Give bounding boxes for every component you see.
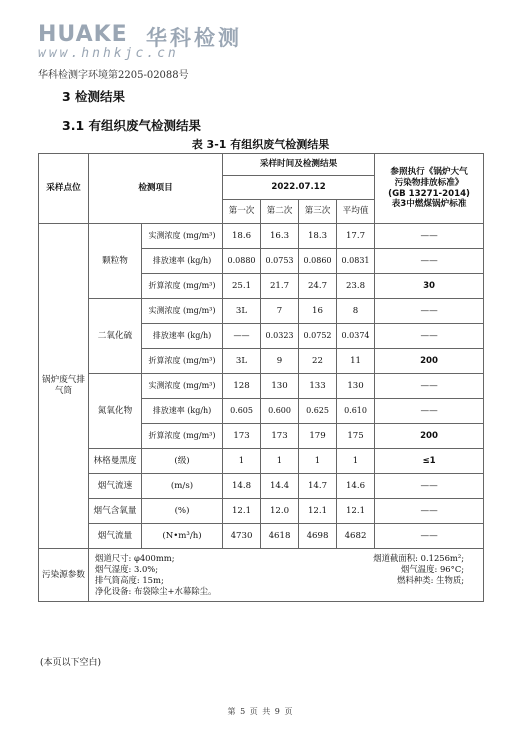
company-logo xyxy=(38,22,298,61)
single-name: 烟气流速 xyxy=(89,474,142,499)
table-caption: 表 3-1 有组织废气检测结果 xyxy=(191,138,330,151)
group-name: 氮氧化物 xyxy=(89,374,142,449)
value-cell: 0.625 xyxy=(299,399,337,424)
value-cell: 130 xyxy=(261,374,299,399)
value-cell: 14.7 xyxy=(299,474,337,499)
group-name: 二氧化硫 xyxy=(89,299,142,374)
sampling-location: 锅炉废气排气筒 xyxy=(39,224,89,549)
value-cell: 0.610 xyxy=(337,399,375,424)
param-label: 实测浓度 (mg/m³) xyxy=(142,374,223,399)
value-cell: 0.0831 xyxy=(337,249,375,274)
results-table-wrap xyxy=(38,153,483,602)
table-row xyxy=(39,374,484,399)
value-cell: 14.6 xyxy=(337,474,375,499)
group-name: 颗粒物 xyxy=(89,224,142,299)
value-cell: 1 xyxy=(223,449,261,474)
value-cell: 16 xyxy=(299,299,337,324)
value-cell: 18.3 xyxy=(299,224,337,249)
value-cell: 3L xyxy=(223,349,261,374)
value-cell: 0.0323 xyxy=(261,324,299,349)
value-cell: 0.0753 xyxy=(261,249,299,274)
standard-line-1: 参照执行《锅炉大气 xyxy=(390,167,468,178)
value-cell: 16.3 xyxy=(261,224,299,249)
limit-cell: 200 xyxy=(375,349,484,374)
single-unit: (N•m³/h) xyxy=(142,524,223,549)
logo-url: www.hnhkjc.cn xyxy=(38,46,179,61)
value-cell: 175 xyxy=(337,424,375,449)
single-name: 林格曼黑度 xyxy=(89,449,142,474)
value-cell: —— xyxy=(223,324,261,349)
limit-cell: —— xyxy=(375,299,484,324)
value-cell: 1 xyxy=(337,449,375,474)
value-cell: 17.7 xyxy=(337,224,375,249)
header-date: 2022.07.12 xyxy=(223,176,375,200)
value-cell: 12.1 xyxy=(299,499,337,524)
value-cell: 0.600 xyxy=(261,399,299,424)
value-cell: 0.605 xyxy=(223,399,261,424)
header-run-1: 第一次 xyxy=(223,200,261,224)
limit-cell: —— xyxy=(375,474,484,499)
table-row xyxy=(39,224,484,249)
limit-cell: —— xyxy=(375,524,484,549)
limit-cell: 30 xyxy=(375,274,484,299)
standard-line-4: 表3中燃煤锅炉标准 xyxy=(391,199,467,210)
table-row xyxy=(39,524,484,549)
subsection-heading: 3.1 有组织废气检测结果 xyxy=(62,118,201,133)
param-label: 排放速率 (kg/h) xyxy=(142,324,223,349)
header-point: 采样点位 xyxy=(39,154,89,224)
table-row xyxy=(39,474,484,499)
section-heading: 3 检测结果 xyxy=(62,89,126,104)
param-humidity: 烟气湿度: 3.0%; xyxy=(95,564,159,575)
param-purification: 净化设备: 布袋除尘+水幕除尘。 xyxy=(95,585,217,596)
param-label: 实测浓度 (mg/m³) xyxy=(142,299,223,324)
value-cell: 12.0 xyxy=(261,499,299,524)
value-cell: 3L xyxy=(223,299,261,324)
value-cell: 1 xyxy=(299,449,337,474)
standard-line-2: 污染物排放标准》 xyxy=(394,177,464,188)
value-cell: 173 xyxy=(261,424,299,449)
single-unit: (级) xyxy=(142,449,223,474)
value-cell: 25.1 xyxy=(223,274,261,299)
value-cell: 0.0752 xyxy=(299,324,337,349)
value-cell: 4682 xyxy=(337,524,375,549)
value-cell: 0.0374 xyxy=(337,324,375,349)
header-standard xyxy=(375,154,484,224)
source-parameters xyxy=(89,549,484,602)
value-cell: 0.0880 xyxy=(223,249,261,274)
header-item: 检测项目 xyxy=(89,154,223,224)
logo-brand: HUAKE xyxy=(38,22,128,47)
limit-cell: —— xyxy=(375,399,484,424)
param-flue-size: 烟道尺寸: φ400mm; xyxy=(95,553,175,564)
value-cell: 14.4 xyxy=(261,474,299,499)
limit-cell: —— xyxy=(375,374,484,399)
value-cell: 1 xyxy=(261,449,299,474)
limit-cell: 200 xyxy=(375,424,484,449)
logo-brand-cn: 华科检测 xyxy=(146,26,242,50)
param-stack-height: 排气筒高度: 15m; xyxy=(95,575,164,585)
param-fuel-type: 燃料种类: 生物质; xyxy=(397,575,465,585)
value-cell: 12.1 xyxy=(223,499,261,524)
value-cell: 12.1 xyxy=(337,499,375,524)
param-label: 排放速率 (kg/h) xyxy=(142,399,223,424)
value-cell: 24.7 xyxy=(299,274,337,299)
value-cell: 8 xyxy=(337,299,375,324)
header-run-3: 第三次 xyxy=(299,200,337,224)
header-time-result: 采样时间及检测结果 xyxy=(223,154,375,176)
value-cell: 128 xyxy=(223,374,261,399)
param-label: 折算浓度 (mg/m³) xyxy=(142,349,223,374)
value-cell: 133 xyxy=(299,374,337,399)
page-footer: 第 5 页 共 9 页 xyxy=(227,707,294,716)
param-flue-area: 烟道截面积: 0.1256m²; xyxy=(373,553,465,564)
value-cell: 4698 xyxy=(299,524,337,549)
table-row xyxy=(39,499,484,524)
value-cell: 21.7 xyxy=(261,274,299,299)
value-cell: 0.0860 xyxy=(299,249,337,274)
value-cell: 18.6 xyxy=(223,224,261,249)
value-cell: 11 xyxy=(337,349,375,374)
param-label: 折算浓度 (mg/m³) xyxy=(142,274,223,299)
blank-note: (本页以下空白) xyxy=(40,658,102,668)
single-name: 烟气流量 xyxy=(89,524,142,549)
table-row xyxy=(39,449,484,474)
header-run-2: 第二次 xyxy=(261,200,299,224)
value-cell: 173 xyxy=(223,424,261,449)
value-cell: 23.8 xyxy=(337,274,375,299)
param-temperature: 烟气温度: 96°C; xyxy=(401,564,465,575)
limit-cell: —— xyxy=(375,249,484,274)
value-cell: 4730 xyxy=(223,524,261,549)
limit-cell: ≤1 xyxy=(375,449,484,474)
value-cell: 179 xyxy=(299,424,337,449)
table-footer-row xyxy=(39,549,484,602)
header-average: 平均值 xyxy=(337,200,375,224)
standard-line-3: (GB 13271-2014) xyxy=(388,188,470,199)
value-cell: 130 xyxy=(337,374,375,399)
single-unit: (%) xyxy=(142,499,223,524)
limit-cell: —— xyxy=(375,499,484,524)
single-name: 烟气含氧量 xyxy=(89,499,142,524)
limit-cell: —— xyxy=(375,324,484,349)
value-cell: 9 xyxy=(261,349,299,374)
param-label: 排放速率 (kg/h) xyxy=(142,249,223,274)
param-label: 实测浓度 (mg/m³) xyxy=(142,224,223,249)
value-cell: 4618 xyxy=(261,524,299,549)
footer-label: 污染源参数 xyxy=(39,549,89,602)
value-cell: 14.8 xyxy=(223,474,261,499)
param-label: 折算浓度 (mg/m³) xyxy=(142,424,223,449)
results-table xyxy=(38,153,484,602)
value-cell: 7 xyxy=(261,299,299,324)
value-cell: 22 xyxy=(299,349,337,374)
table-row xyxy=(39,299,484,324)
single-unit: (m/s) xyxy=(142,474,223,499)
report-number: 华科检测字环境第2205-02088号 xyxy=(38,70,189,81)
limit-cell: —— xyxy=(375,224,484,249)
